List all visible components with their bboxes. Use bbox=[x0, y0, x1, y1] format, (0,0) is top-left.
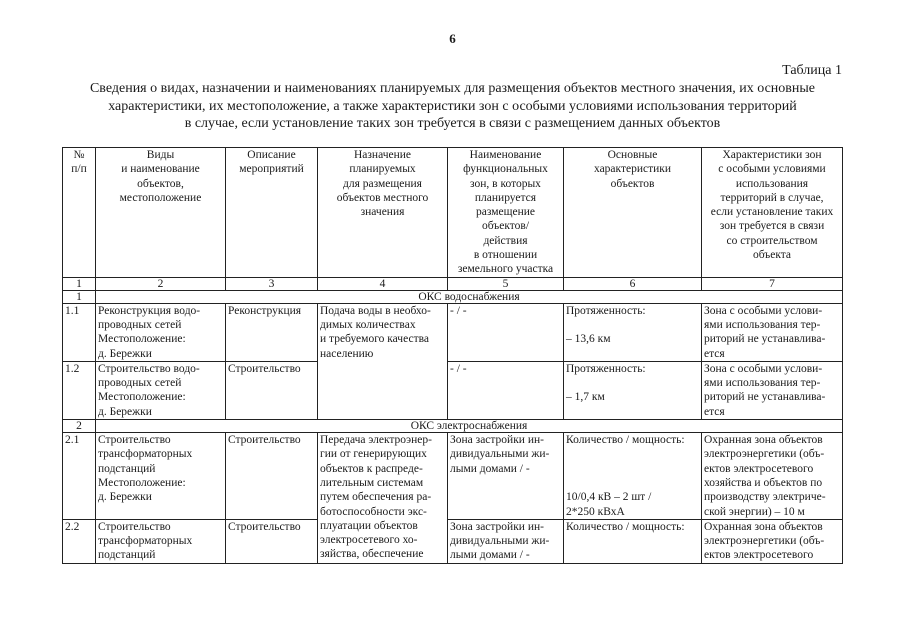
cell-line: Строительство bbox=[228, 362, 301, 375]
cell-line: в отношении bbox=[473, 249, 538, 262]
section-row bbox=[63, 420, 843, 433]
cell-line: Местоположение: bbox=[98, 333, 186, 346]
cell-line: Охранная зона объектов bbox=[704, 520, 823, 533]
cell-line: ектов электросетевого bbox=[704, 462, 814, 475]
header-cell-object bbox=[96, 148, 226, 278]
cell-line: земельного участка bbox=[457, 263, 554, 276]
cell-line: № bbox=[73, 149, 85, 161]
object-cell bbox=[96, 303, 226, 361]
object-cell bbox=[96, 519, 226, 563]
zone-cell bbox=[448, 519, 564, 563]
cell-line: Зона с особыми услови- bbox=[704, 362, 823, 375]
cell-line: ями использования тер- bbox=[704, 377, 821, 390]
cell-line: ской энергии) – 10 м bbox=[704, 505, 805, 518]
cell-line: Подача воды в необхо- bbox=[320, 304, 431, 317]
cell-line: - / - bbox=[450, 304, 467, 317]
characteristics-cell bbox=[564, 303, 702, 361]
cell-line: ется bbox=[704, 347, 725, 360]
special-zone-cell bbox=[702, 361, 843, 419]
object-cell bbox=[96, 433, 226, 520]
cell-line: Охранная зона объектов bbox=[704, 434, 823, 447]
column-number: 5 bbox=[448, 277, 564, 290]
characteristics-label: Количество / мощность: bbox=[566, 434, 685, 447]
section-number: 1 bbox=[63, 290, 96, 303]
cell-line: Строительство bbox=[228, 520, 301, 533]
cell-line: и требуемого качества bbox=[320, 333, 429, 346]
header-cell-purpose bbox=[318, 148, 448, 278]
cell-line: риторий не устанавлива- bbox=[704, 391, 826, 404]
title-line: Сведения о видах, назначении и наименованиях планируемых для размещения объектов местного значения, их основные bbox=[89, 81, 816, 96]
table-row bbox=[63, 433, 843, 520]
characteristics-cell bbox=[564, 433, 702, 520]
special-zone-cell bbox=[702, 303, 843, 361]
table-label: Таблица 1 bbox=[782, 63, 842, 78]
cell-line: лыми домами / - bbox=[450, 462, 530, 475]
cell-line: планируется bbox=[474, 191, 537, 204]
section-title: ОКС электроснабжения bbox=[96, 420, 843, 433]
header-cell-special-zones bbox=[702, 148, 843, 278]
cell-line: лительным системам bbox=[320, 476, 424, 489]
header-cell-activity bbox=[226, 148, 318, 278]
cell-line: объектов bbox=[610, 177, 655, 190]
cell-line: Наименование bbox=[469, 149, 542, 161]
cell-line: ектов электросетевого bbox=[704, 549, 814, 562]
cell-line: дивидуальными жи- bbox=[450, 448, 550, 461]
section-row bbox=[63, 290, 843, 303]
cell-line: димых количествах bbox=[320, 318, 416, 331]
cell-line: местоположение bbox=[119, 191, 202, 204]
cell-line: зон требуется в связи bbox=[719, 220, 825, 233]
cell-line: объектов местного bbox=[336, 191, 429, 204]
characteristics-value: 2*250 кВхА bbox=[566, 505, 625, 518]
cell-line: д. Бережки bbox=[98, 347, 152, 360]
cell-line: Характеристики зон bbox=[722, 149, 822, 161]
cell-line: хозяйства и объектов по bbox=[704, 476, 823, 489]
cell-line: объектов, bbox=[137, 177, 184, 190]
cell-line: - / - bbox=[450, 362, 467, 375]
cell-line: Виды bbox=[146, 149, 175, 161]
cell-line: электросетевого хо- bbox=[320, 534, 418, 547]
cell-line: размещение bbox=[476, 206, 535, 219]
cell-line: проводных сетей bbox=[98, 318, 182, 331]
purpose-cell bbox=[318, 433, 448, 564]
cell-line: объекта bbox=[752, 249, 792, 262]
cell-line: трансформаторных bbox=[98, 448, 193, 461]
cell-line: зон, в которых bbox=[470, 177, 541, 190]
row-number: 2.1 bbox=[63, 433, 96, 520]
cell-line: д. Бережки bbox=[98, 491, 152, 504]
table-title bbox=[50, 80, 855, 133]
row-number: 1.2 bbox=[63, 361, 96, 419]
table-row bbox=[63, 361, 843, 419]
cell-line: трансформаторных bbox=[98, 535, 193, 548]
special-zone-cell bbox=[702, 433, 843, 520]
cell-line: Строительство bbox=[228, 434, 301, 447]
cell-line: производству электриче- bbox=[704, 491, 826, 504]
cell-line: и наименование bbox=[121, 163, 200, 176]
cell-line: действия bbox=[483, 234, 528, 247]
cell-line: Реконструкция bbox=[228, 304, 302, 317]
cell-line: электроэнергетики (объ- bbox=[704, 535, 825, 548]
zone-cell bbox=[448, 361, 564, 419]
header-cell-num bbox=[63, 148, 96, 278]
cell-line: Строительство bbox=[98, 434, 171, 447]
cell-line: электроэнергетики (объ- bbox=[704, 448, 825, 461]
column-number-row bbox=[63, 277, 843, 290]
cell-line: д. Бережки bbox=[98, 405, 152, 418]
cell-line: использования bbox=[735, 177, 809, 190]
cell-line: со строительством bbox=[726, 234, 818, 247]
cell-line: Реконструкция водо- bbox=[98, 304, 201, 317]
cell-line: Назначение bbox=[353, 149, 412, 161]
characteristics-label: Протяженность: bbox=[566, 362, 646, 375]
cell-line: Зона застройки ин- bbox=[450, 434, 544, 447]
cell-line: плуатации объектов bbox=[320, 519, 418, 532]
title-line: в случае, если установление таких зон требуется в связи с размещением данных объектов bbox=[184, 116, 721, 131]
cell-line: Зона с особыми услови- bbox=[704, 304, 823, 317]
characteristics-label: Протяженность: bbox=[566, 304, 646, 317]
column-number: 4 bbox=[318, 277, 448, 290]
cell-line: Строительство bbox=[98, 520, 171, 533]
characteristics-cell bbox=[564, 519, 702, 563]
cell-line: объектов к распреде- bbox=[320, 462, 423, 475]
column-number: 7 bbox=[702, 277, 843, 290]
zone-cell bbox=[448, 433, 564, 520]
cell-line: ется bbox=[704, 405, 725, 418]
activity-cell bbox=[226, 303, 318, 361]
cell-line: дивидуальными жи- bbox=[450, 535, 550, 548]
activity-cell bbox=[226, 519, 318, 563]
section-number: 2 bbox=[63, 420, 96, 433]
cell-line: функциональных bbox=[463, 163, 548, 176]
cell-line: планируемых bbox=[349, 163, 416, 176]
objects-table bbox=[62, 147, 843, 564]
cell-line: ями использования тер- bbox=[704, 318, 821, 331]
cell-line: Местоположение: bbox=[98, 391, 186, 404]
cell-line: значения bbox=[360, 206, 405, 219]
characteristics-cell bbox=[564, 361, 702, 419]
cell-line: п/п bbox=[71, 163, 87, 176]
cell-line: Передача электроэнер- bbox=[320, 434, 432, 447]
title-line: характеристики, их местоположение, а также характеристики зон с особыми условиями использования территорий bbox=[108, 98, 797, 114]
header-cell-characteristics bbox=[564, 148, 702, 278]
row-number: 2.2 bbox=[63, 519, 96, 563]
cell-line: путем обеспечения ра- bbox=[320, 491, 432, 504]
special-zone-cell bbox=[702, 519, 843, 563]
cell-line: Зона застройки ин- bbox=[450, 520, 544, 533]
purpose-cell bbox=[318, 303, 448, 419]
cell-line: мероприятий bbox=[239, 163, 304, 176]
activity-cell bbox=[226, 361, 318, 419]
characteristics-value: 10/0,4 кВ – 2 шт / bbox=[566, 491, 652, 504]
cell-line: с особыми условиями bbox=[718, 163, 826, 176]
characteristics-label: Количество / мощность: bbox=[566, 520, 685, 533]
cell-line: характеристики bbox=[593, 163, 672, 176]
cell-line: лыми домами / - bbox=[450, 549, 530, 562]
header-row bbox=[63, 148, 843, 278]
cell-line: подстанций bbox=[98, 462, 156, 475]
cell-line: для размещения bbox=[343, 177, 422, 190]
characteristics-value: – 1,7 км bbox=[566, 391, 605, 404]
cell-line: Основные bbox=[607, 149, 658, 161]
cell-line: Местоположение: bbox=[98, 476, 186, 489]
cell-line: территорий в случае, bbox=[720, 191, 824, 204]
table-row bbox=[63, 519, 843, 563]
column-number: 2 bbox=[96, 277, 226, 290]
zone-cell bbox=[448, 303, 564, 361]
cell-line: Описание bbox=[247, 149, 296, 161]
section-title: ОКС водоснабжения bbox=[96, 290, 843, 303]
characteristics-value: – 13,6 км bbox=[566, 333, 611, 346]
header-cell-zone bbox=[448, 148, 564, 278]
column-number: 6 bbox=[564, 277, 702, 290]
cell-line: гии от генерирующих bbox=[320, 448, 427, 461]
cell-line: ботоспособности экс- bbox=[320, 505, 427, 518]
column-number: 1 bbox=[63, 277, 96, 290]
cell-line: объектов/ bbox=[481, 220, 530, 233]
column-number: 3 bbox=[226, 277, 318, 290]
cell-line: подстанций bbox=[98, 549, 156, 562]
table-row bbox=[63, 303, 843, 361]
cell-line: проводных сетей bbox=[98, 377, 182, 390]
page-number: 6 bbox=[449, 31, 456, 46]
cell-line: если установление таких bbox=[710, 206, 834, 219]
cell-line: населению bbox=[320, 347, 374, 360]
cell-line: риторий не устанавлива- bbox=[704, 333, 826, 346]
cell-line: зяйства, обеспечение bbox=[320, 548, 424, 561]
cell-line: Строительство водо- bbox=[98, 362, 200, 375]
activity-cell bbox=[226, 433, 318, 520]
row-number: 1.1 bbox=[63, 303, 96, 361]
object-cell bbox=[96, 361, 226, 419]
